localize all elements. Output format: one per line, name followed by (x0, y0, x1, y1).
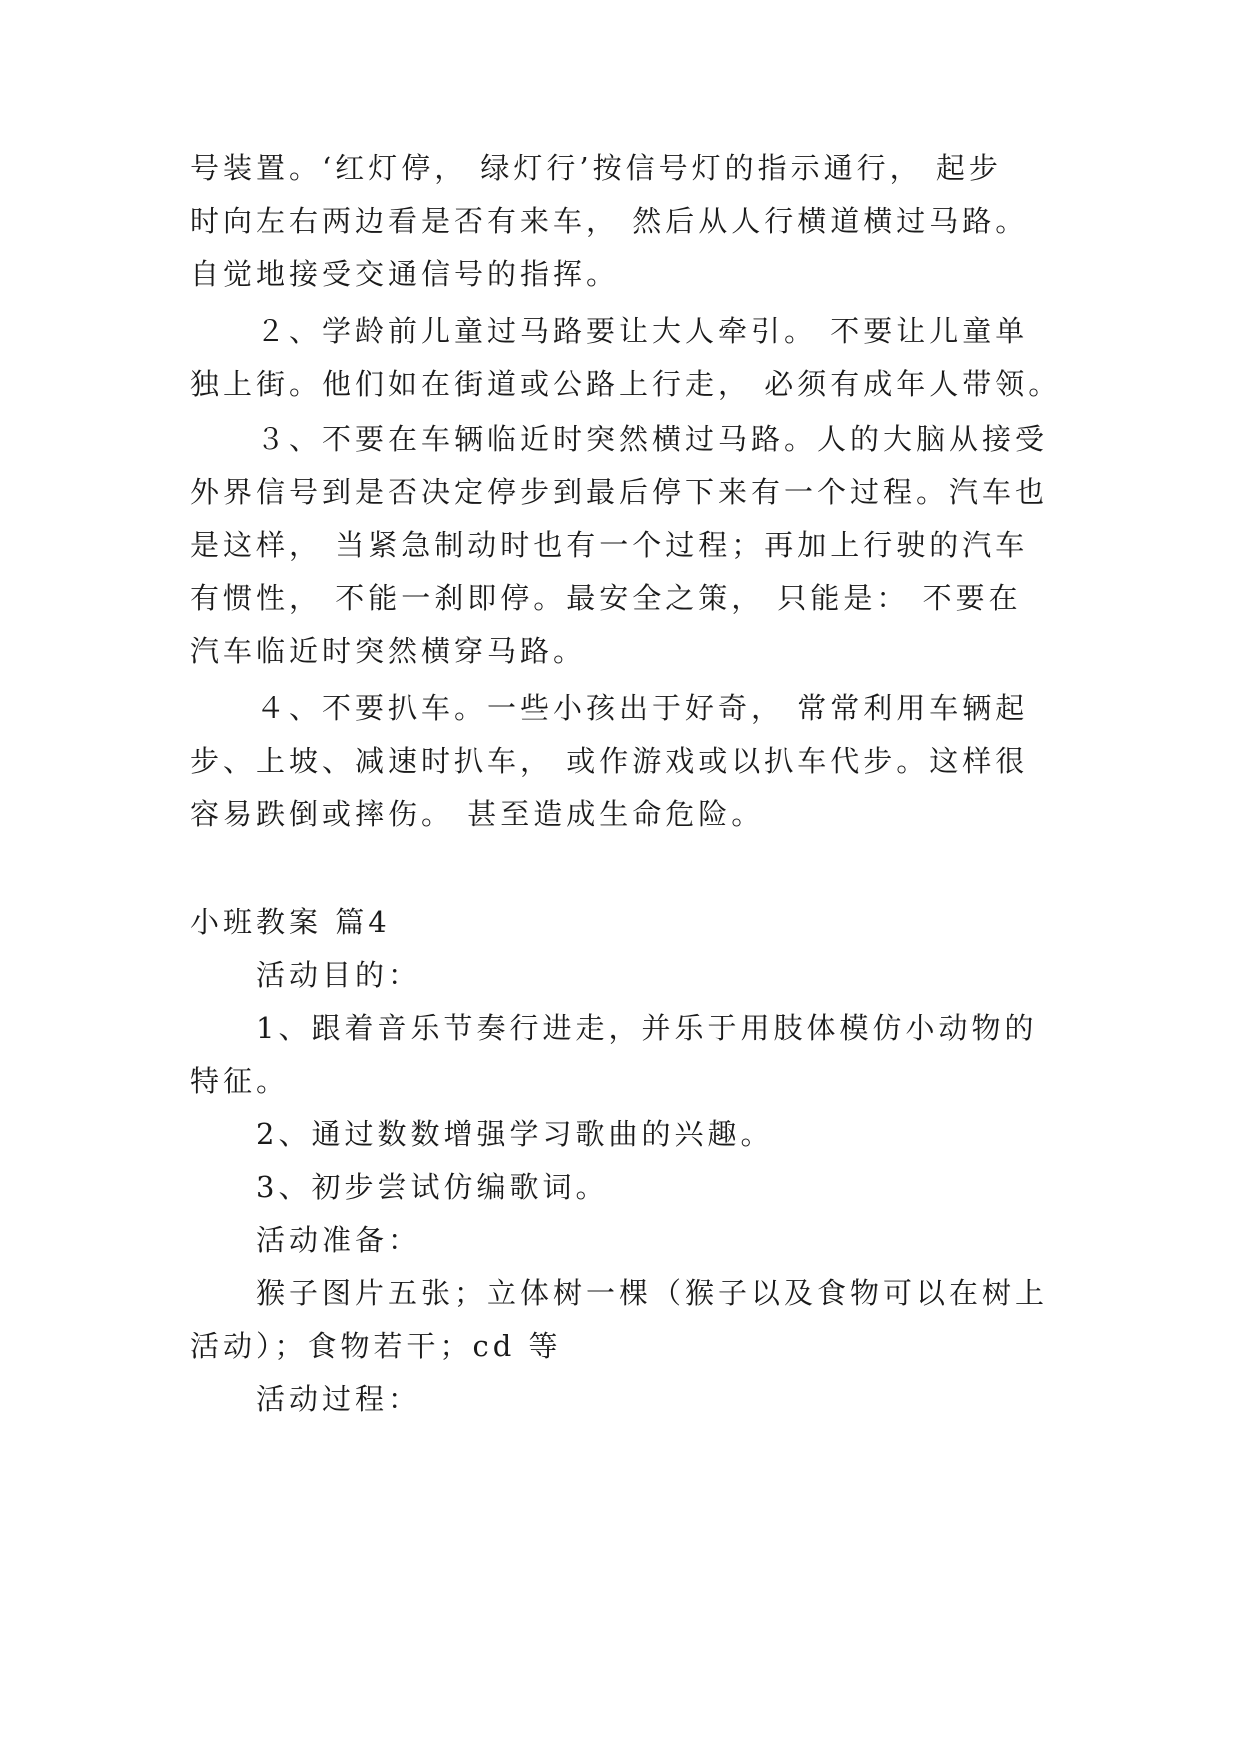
paragraph-line: 自觉地接受交通信号的指挥。 (190, 257, 620, 291)
paragraph-line: ３、不要在车辆临近时突然横过马路。人的大脑从接受 (256, 422, 1049, 456)
paragraph-line: 有惯性， 不能一刹即停。最安全之策， 只能是： 不要在 (190, 581, 1022, 615)
paragraph-line: ４、不要扒车。一些小孩出于好奇， 常常利用车辆起 (256, 691, 1029, 725)
goal-item: 2、通过数数增强学习歌曲的兴趣。 (256, 1117, 774, 1151)
prep-text: 猴子图片五张；立体树一棵（猴子以及食物可以在树上 (256, 1276, 1049, 1310)
paragraph-line: 时向左右两边看是否有来车， 然后从人行横道横过马路。 (190, 204, 1029, 238)
goal-item: 3、初步尝试仿编歌词。 (256, 1170, 609, 1204)
activity-process-heading: 活动过程： (256, 1382, 422, 1416)
goal-item-continuation: 特征。 (190, 1064, 290, 1098)
paragraph-line: 号装置。‘红灯停， 绿灯行’按信号灯的指示通行， 起步 (190, 151, 1002, 185)
paragraph-line: 外界信号到是否决定停步到最后停下来有一个过程。汽车也 (190, 475, 1049, 509)
activity-goal-heading: 活动目的： (256, 958, 422, 992)
paragraph-line: ２、学龄前儿童过马路要让大人牵引。 不要让儿童单 (256, 314, 1029, 348)
activity-prep-heading: 活动准备： (256, 1223, 422, 1257)
goal-item: 1、跟着音乐节奏行进走，并乐于用肢体模仿小动物的 (256, 1011, 1038, 1045)
section-title: 小班教案 篇4 (190, 905, 391, 939)
paragraph-line: 是这样， 当紧急制动时也有一个过程；再加上行驶的汽车 (190, 528, 1029, 562)
paragraph-line: 步、上坡、减速时扒车， 或作游戏或以扒车代步。这样很 (190, 744, 1029, 778)
prep-text-continuation: 活动）；食物若干；cd 等 (190, 1329, 562, 1363)
paragraph-line: 独上街。他们如在街道或公路上行走， 必须有成年人带领。 (190, 367, 1062, 401)
paragraph-line: 汽车临近时突然横穿马路。 (190, 634, 587, 668)
paragraph-line: 容易跌倒或摔伤。 甚至造成生命危险。 (190, 797, 765, 831)
